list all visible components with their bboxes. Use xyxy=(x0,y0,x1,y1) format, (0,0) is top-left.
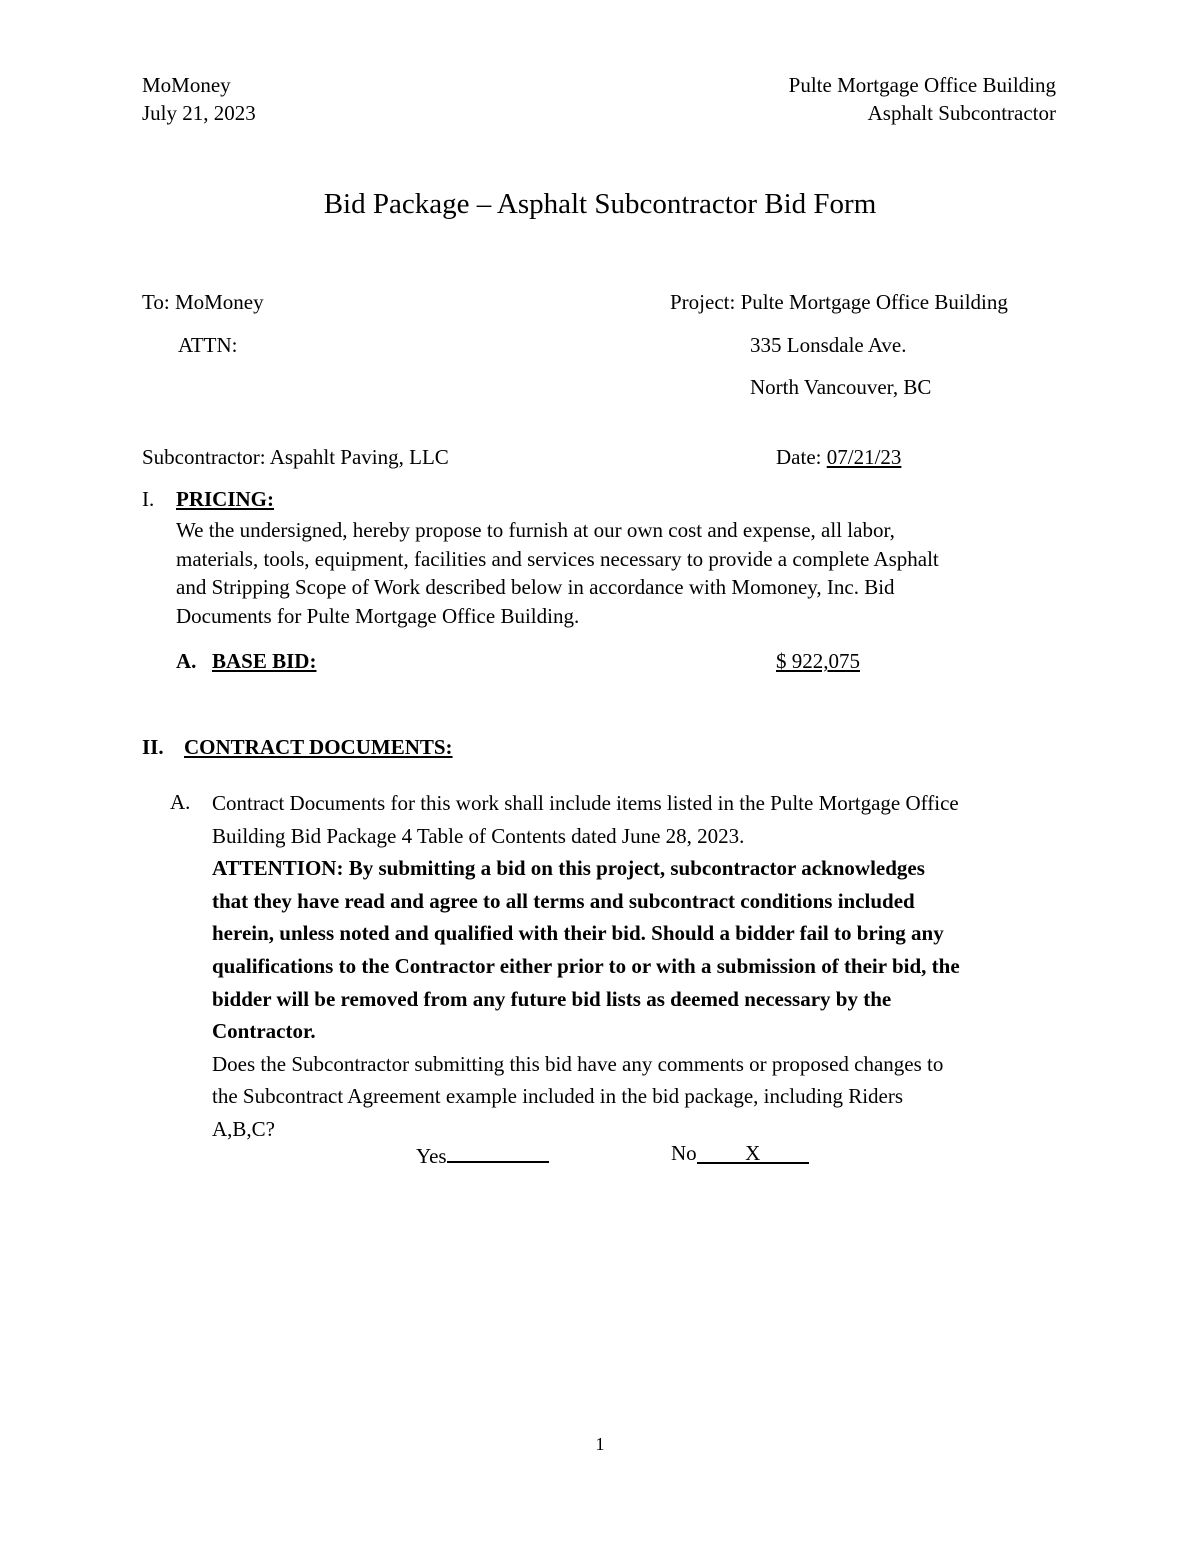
attention-line: ATTENTION: By submitting a bid on this project, subcontractor acknowledges xyxy=(212,856,925,881)
section-2-numeral: II. xyxy=(142,735,164,759)
question-line: A,B,C? xyxy=(212,1116,275,1141)
page-title: Bid Package – Asphalt Subcontractor Bid Form xyxy=(323,188,877,220)
attention-line: herein, unless noted and qualified with their bid. Should a bidder fail to bring any xyxy=(212,921,944,946)
section-2-heading: CONTRACT DOCUMENTS: xyxy=(184,735,453,759)
yes-blank[interactable] xyxy=(447,1143,549,1163)
date-line xyxy=(776,447,901,468)
contract-docs-line: Building Bid Package 4 Table of Contents dated June 28, 2023. xyxy=(212,823,745,848)
base-bid-letter: A. xyxy=(176,649,197,673)
attention-line: qualifications to the Contractor either prior to or with a submission of their bid, the xyxy=(212,953,960,978)
section-1-heading: PRICING: xyxy=(176,487,274,511)
base-bid-label: BASE BID: xyxy=(212,649,317,673)
header-trade: Asphalt Subcontractor xyxy=(867,101,1056,125)
base-bid-value: $ 922,075 xyxy=(776,649,860,673)
to-line: To: MoMoney xyxy=(142,290,264,314)
section-1-line: materials, tools, equipment, facilities and services necessary to provide a complete Asphalt xyxy=(176,546,939,571)
yes-label: Yes xyxy=(416,1144,447,1168)
no-option[interactable] xyxy=(671,1143,809,1164)
page-number: 1 xyxy=(595,1434,605,1454)
section-1-body xyxy=(176,516,939,630)
attention-line: that they have read and agree to all terms and subcontract conditions included xyxy=(212,888,915,913)
header-date: July 21, 2023 xyxy=(142,101,256,125)
question-line: the Subcontract Agreement example included in the bid package, including Riders xyxy=(212,1084,904,1109)
project-address-2: North Vancouver, BC xyxy=(750,375,932,399)
attention-line: bidder will be removed from any future bid lists as deemed necessary by the xyxy=(212,986,892,1011)
project-line: Project: Pulte Mortgage Office Building xyxy=(670,290,1008,314)
attn-line: ATTN: xyxy=(178,333,238,357)
question-line: Does the Subcontractor submitting this bid have any comments or proposed changes to xyxy=(212,1051,944,1076)
section-1-line: We the undersigned, hereby propose to furnish at our own cost and expense, all labor, xyxy=(176,518,895,542)
no-label: No xyxy=(671,1141,697,1165)
section-2-item-letter: A. xyxy=(170,790,191,814)
section-1-numeral: I. xyxy=(142,487,155,511)
header-company: MoMoney xyxy=(142,73,231,97)
section-1-line: and Stripping Scope of Work described below in accordance with Momoney, Inc. Bid xyxy=(176,575,895,599)
header-project: Pulte Mortgage Office Building xyxy=(788,73,1056,97)
contract-docs-line: Contract Documents for this work shall include items listed in the Pulte Mortgage Office xyxy=(212,791,959,815)
section-2-item-body xyxy=(212,787,960,1146)
date-label: Date: xyxy=(776,445,827,469)
subcontractor-line: Subcontractor: Aspahlt Paving, LLC xyxy=(142,445,449,469)
project-address-1: 335 Lonsdale Ave. xyxy=(750,333,907,357)
date-value: 07/21/23 xyxy=(826,445,902,469)
section-1-line: Documents for Pulte Mortgage Office Building. xyxy=(176,603,580,628)
yes-option[interactable] xyxy=(416,1143,549,1167)
no-blank[interactable]: X xyxy=(697,1144,809,1164)
attention-line: Contractor. xyxy=(212,1019,316,1044)
